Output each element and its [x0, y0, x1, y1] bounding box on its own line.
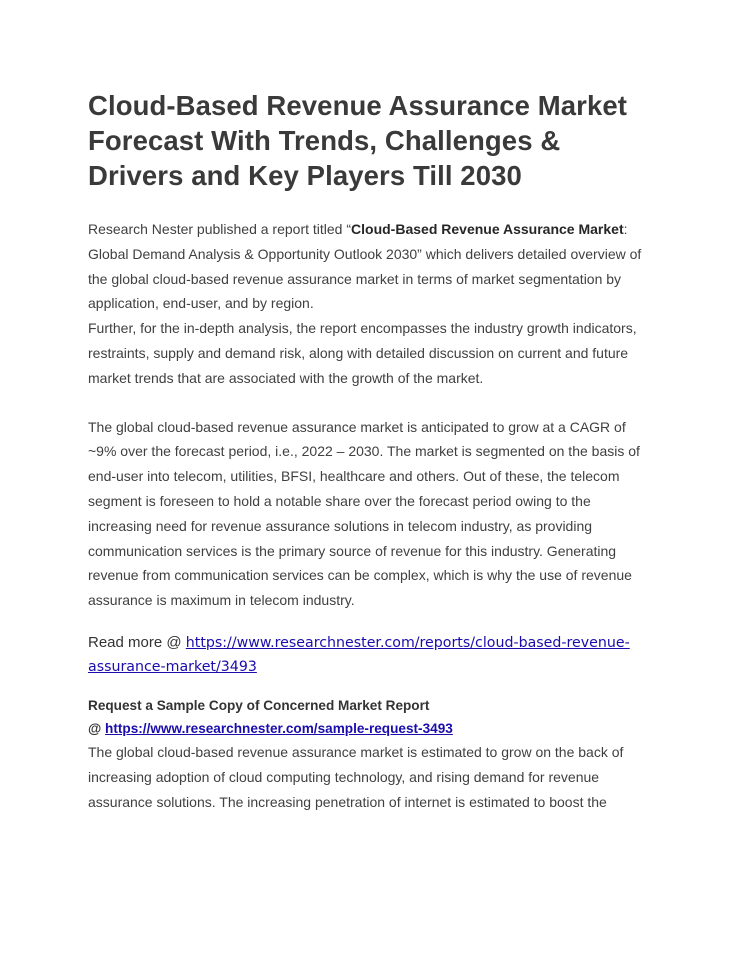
report-name: Cloud-Based Revenue Assurance Market — [351, 221, 624, 237]
analysis-paragraph: Further, for the in-depth analysis, the report encompasses the industry growth indicators, restraints, supply and demand risk, along with detailed discussion on current and future market trends that are associated with the growth of the market. — [88, 320, 637, 386]
market-drivers-paragraph: The global cloud-based revenue assurance market is estimated to grow on the back of increasing adoption of cloud computing technology, and rising demand for revenue assurance solutions. The increasing penetration of internet is estimated to boost the — [88, 743, 624, 810]
paragraph-gap — [88, 613, 656, 631]
report-link[interactable]: https://www.researchnester.com/reports/cloud-based-revenue-assurance-market/3493 — [88, 634, 630, 675]
intro-suffix: : Global Demand Analysis & Opportunity Outlook 2030” which delivers detailed overview of the global cloud-based revenue assurance market in terms of market segmentation by application, end-user, and by region. — [88, 221, 642, 312]
sample-request-link[interactable]: https://www.researchnester.com/sample-request-3493 — [105, 720, 453, 736]
market-growth-paragraph: The global cloud-based revenue assurance market is anticipated to grow at a CAGR of ~9% over the forecast period, i.e., 2022 – 2030. The market is segmented on the basis of end-user into telecom, utilities, BFSI, healthcare and others. Out of these, the telecom segment is foreseen to hold a notable share over the forecast period owing to the increasing need for revenue assurance solutions in telecom industry, as providing communication services is the primary source of revenue for this industry. Generating revenue from communication services can be complex, which is why the use of revenue assurance is maximum in telecom industry. — [88, 418, 640, 609]
read-more-label: Read more @ — [88, 633, 186, 651]
read-more-line — [88, 631, 656, 679]
paragraph-gap — [88, 391, 656, 415]
sample-request-heading: Request a Sample Copy of Concerned Market Report — [88, 697, 430, 713]
intro-paragraph — [88, 217, 656, 316]
sample-request-line — [88, 718, 656, 740]
intro-prefix: Research Nester published a report titled “ — [88, 221, 352, 237]
document-page — [88, 88, 656, 814]
sample-request-prefix: @ — [88, 720, 106, 736]
document-title: Cloud-Based Revenue Assurance Market Forecast With Trends, Challenges & Drivers and Key Players Till 2030 — [88, 90, 628, 191]
